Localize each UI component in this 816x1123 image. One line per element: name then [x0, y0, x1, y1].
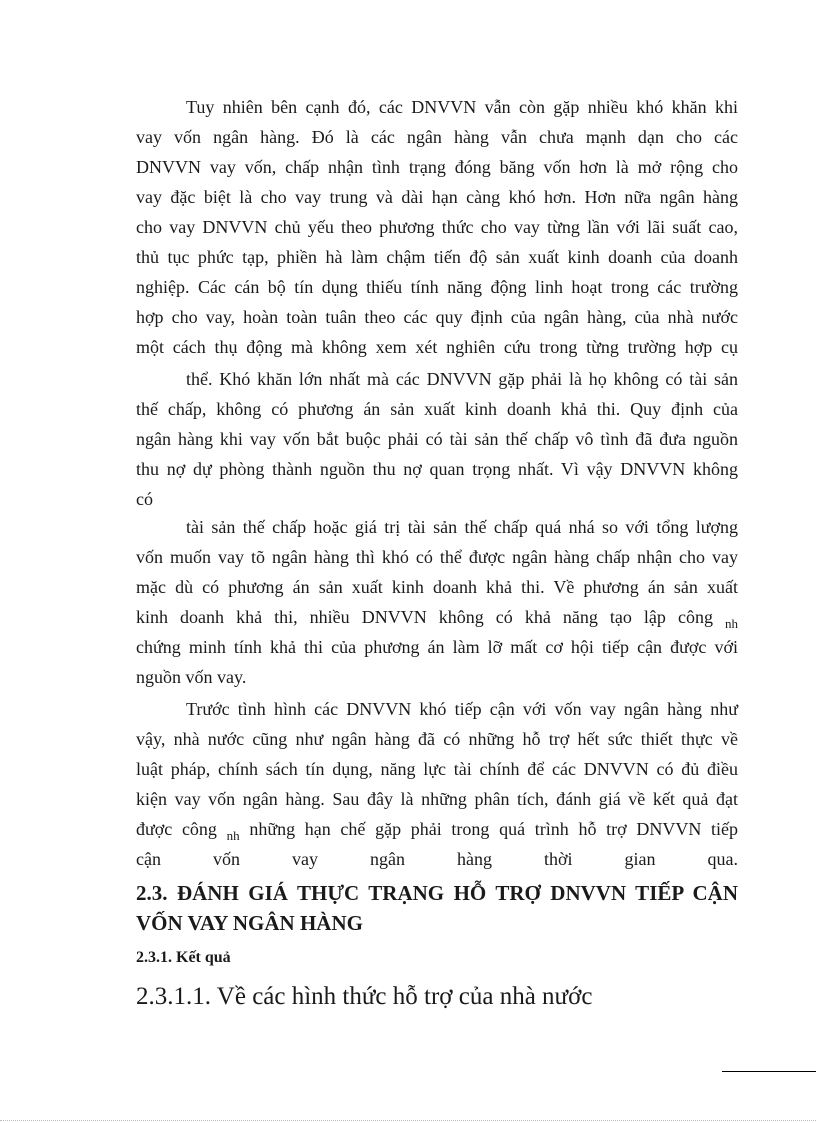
paragraph-3-line-4-fragment: nh	[725, 616, 738, 631]
paragraph-1-line-3: DNVVN vay vốn, chấp nhận tình trạng đóng băng vốn hơn là mở rộng cho	[136, 157, 738, 177]
paragraph-2-line-1: thể. Khó khăn lớn nhất mà các DNVVN gặp phải là họ không có tài sản	[186, 369, 738, 389]
paragraph-3-line-4-text: kinh doanh khả thi, nhiều DNVVN không có khả năng tạo lập công	[136, 607, 713, 627]
paragraph-1-line-7: nghiệp. Các cán bộ tín dụng thiếu tính năng động linh hoạt trong các trường	[136, 277, 738, 297]
paragraph-3-line-1: tài sản thế chấp hoặc giá trị tài sản thế chấp quá nhá so với tổng lượng	[186, 517, 738, 537]
paragraph-3-line-3: mặc dù có phương án sản xuất kinh doanh khả thi. Về phương án sản xuất	[136, 577, 738, 597]
paragraph-3-line-6: nguồn vốn vay.	[136, 667, 247, 687]
paragraph-1-line-1: Tuy nhiên bên cạnh đó, các DNVVN vẫn còn gặp nhiều khó khăn khi	[186, 97, 738, 117]
paragraph-4-line-1: Trước tình hình các DNVVN khó tiếp cận với vốn vay ngân hàng như	[186, 699, 738, 719]
paragraph-4-line-4: kiện vay vốn ngân hàng. Sau đây là những phân tích, đánh giá về kết quả đạt	[136, 789, 738, 809]
paragraph-3-line-5: chứng minh tính khả thi của phương án làm lỡ mất cơ hội tiếp cận được với	[136, 637, 738, 657]
paragraph-1-line-8: hợp cho vay, hoàn toàn tuân theo các quy định của ngân hàng, của nhà nước	[136, 307, 738, 327]
paragraph-2-line-4: thu nợ dự phòng thành nguồn thu nợ quan trọng nhất. Vì vậy DNVVN không	[136, 459, 738, 479]
paragraph-4-line-5-end: những hạn chế gặp phải trong quá trình hỗ trợ DNVVN tiếp	[249, 819, 738, 839]
paragraph-2-line-5: có	[136, 489, 153, 509]
paragraph-4-line-5-fragment: nh	[226, 828, 240, 843]
paragraph-4-line-5	[136, 814, 738, 846]
paragraph-1-line-9: một cách thụ động mà không xem xét nghiên cứu trong từng trường hợp cụ	[136, 337, 738, 357]
paragraph-4-line-5-start: được công	[136, 819, 217, 839]
paragraph-4-line-2: vậy, nhà nước cũng như ngân hàng đã có những hỗ trợ hết sức thiết thực về	[136, 729, 738, 749]
footnote-rule	[722, 1071, 816, 1072]
paragraph-3-line-2: vốn muốn vay tõ ngân hàng thì khó có thể được ngân hàng chấp nhận cho vay	[136, 547, 738, 567]
paragraph-2-line-2: thế chấp, không có phương án sản xuất kinh doanh khả thi. Quy định của	[136, 399, 738, 419]
section-heading-line-2: VỐN VAY NGÂN HÀNG	[136, 911, 363, 935]
subsection-heading: 2.3.1. Kết quả	[136, 949, 231, 966]
paragraph-2-line-3: ngân hàng khi vay vốn bắt buộc phải có tài sản thế chấp vô tình đã đưa nguồn	[136, 429, 738, 449]
paragraph-1-line-4: vay đặc biệt là cho vay trung và dài hạn càng khó hơn. Hơn nữa ngân hàng	[136, 187, 738, 207]
page-bottom-divider	[0, 1120, 816, 1121]
sub-subsection-heading: 2.3.1.1. Về các hình thức hỗ trợ của nhà nước	[136, 983, 593, 1010]
paragraph-4-line-6: cận vốn vay ngân hàng thời gian qua.	[136, 849, 738, 869]
paragraph-3-line-4	[136, 602, 738, 634]
paragraph-4-line-3: luật pháp, chính sách tín dụng, năng lực tài chính để các DNVVN có đủ điều	[136, 759, 738, 779]
paragraph-1-line-6: thủ tục phức tạp, phiền hà làm chậm tiến độ sản xuất kinh doanh của doanh	[136, 247, 738, 267]
section-heading-line-1: 2.3. ĐÁNH GIÁ THỰC TRẠNG HỖ TRỢ DNVVN TIẾP CẬN	[136, 881, 738, 905]
paragraph-1-line-5: cho vay DNVVN chủ yếu theo phương thức cho vay từng lần với lãi suất cao,	[136, 217, 738, 237]
paragraph-1-line-2: vay vốn ngân hàng. Đó là các ngân hàng vẫn chưa mạnh dạn cho các	[136, 127, 738, 147]
